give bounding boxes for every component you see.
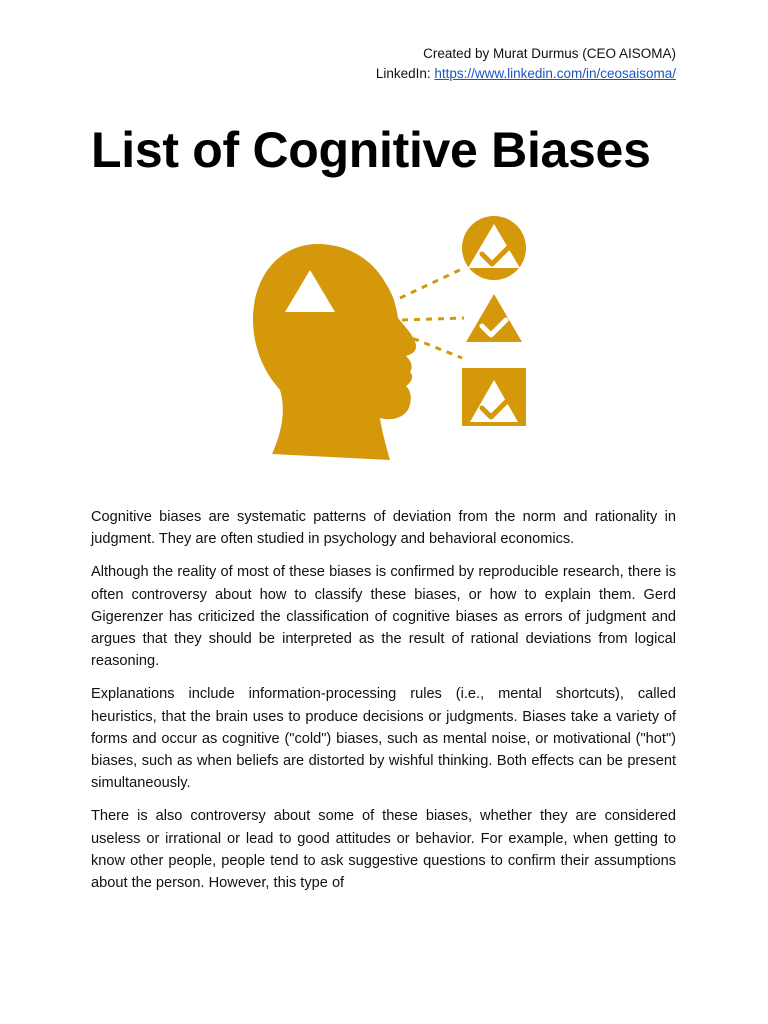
- author-credit: Created by Murat Durmus (CEO AISOMA): [423, 46, 676, 61]
- linkedin-label: LinkedIn:: [375, 66, 435, 81]
- paragraph: Although the reality of most of these biases is confirmed by reproducible research, there is often controversy about how to classify these biases, or how to explain them. Gerd Gigerenzer has criticized the classification of cognitive biases as errors of judgment and argues that they should be interpreted as the result of rational deviations from logical reasoning.: [91, 564, 676, 670]
- article-body: [91, 506, 676, 905]
- square-check-icon: [462, 368, 526, 426]
- page-title: List of Cognitive Biases: [91, 122, 651, 178]
- triangle-check-icon: [466, 294, 522, 342]
- linkedin-line: [376, 64, 676, 84]
- circle-check-icon: [462, 216, 526, 280]
- document-header: [376, 44, 676, 84]
- paragraph: There is also controversy about some of these biases, whether they are considered useless or irrational or lead to good attitudes or behavior. For example, when getting to know other people, people tend to ask suggestive questions to confirm their assumptions about the person. However, this type of: [91, 808, 676, 892]
- head-illustration: [240, 210, 540, 490]
- paragraph: Cognitive biases are systematic patterns of deviation from the norm and rationality in judgment. They are often studied in psychology and behavioral economics.: [91, 509, 676, 548]
- cognitive-bias-illustration: [240, 210, 540, 490]
- linkedin-link[interactable]: https://www.linkedin.com/in/ceosaisoma/: [434, 66, 676, 81]
- head-silhouette-icon: [253, 244, 416, 460]
- paragraph: Explanations include information-processing rules (i.e., mental shortcuts), called heuristics, that the brain uses to produce decisions or judgments. Biases take a variety of forms and occur as cognitive ("cold") biases, such as mental noise, or motivational ("hot") biases, such as when beliefs are distorted by wishful thinking. Both effects can be present simultaneously.: [91, 686, 676, 792]
